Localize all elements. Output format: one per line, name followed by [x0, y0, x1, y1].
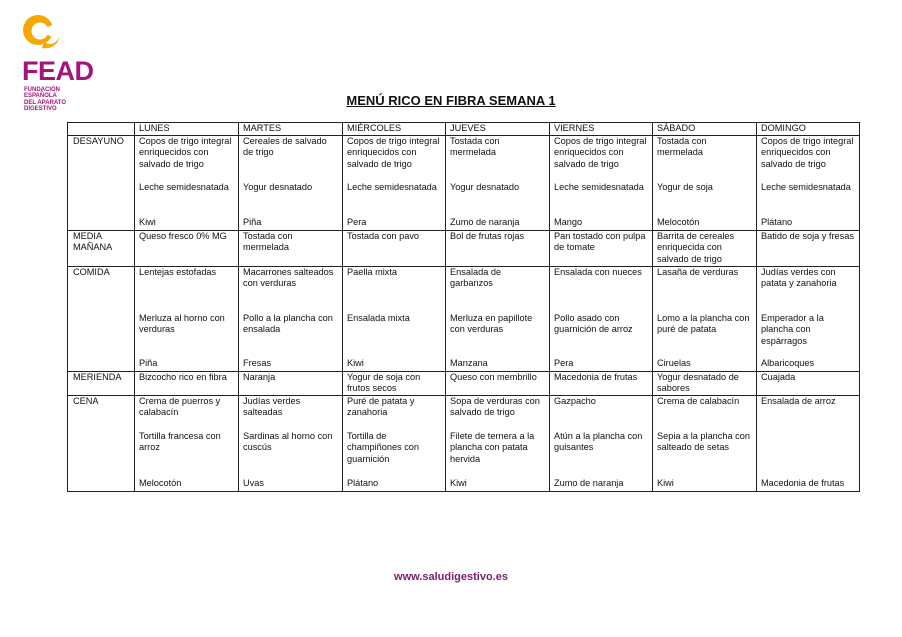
meal-row	[68, 135, 860, 230]
dish-item: Judías verdes con patata y zanahoria	[761, 266, 837, 289]
dish-item: Paella mixta	[347, 266, 398, 277]
dish-item: Pan tostado con pulpa de tomate	[554, 230, 646, 253]
menu-cell	[239, 395, 343, 491]
dish-item: Ciruelas	[657, 358, 691, 368]
corner-cell	[68, 123, 135, 136]
dish-item: Naranja	[243, 371, 276, 382]
dish-item: Plátano	[347, 478, 379, 489]
day-header: MARTES	[239, 123, 343, 136]
menu-cell	[446, 266, 550, 371]
meal-label: MEDIA MAÑANA	[68, 230, 135, 266]
menu-cell	[653, 371, 757, 395]
menu-cell	[757, 395, 860, 491]
menu-cell	[550, 135, 653, 230]
menu-cell	[550, 371, 653, 395]
menu-cell	[653, 395, 757, 491]
meal-row	[68, 395, 860, 491]
dish-item: Bol de frutas rojas	[450, 230, 525, 241]
dish-item: Sepia a la plancha con salteado de setas	[657, 430, 750, 453]
dish-item: Manzana	[450, 358, 488, 368]
dish-item: Ensalada con nueces	[554, 266, 642, 277]
dish-item: Ensalada de garbanzos	[450, 266, 502, 289]
dish-item: Copos de trigo integral enriquecidos con salvado de trigo	[347, 135, 440, 169]
dish-item: Melocotón	[657, 217, 700, 227]
day-header: LUNES	[135, 123, 239, 136]
dish-item: Uvas	[243, 478, 264, 489]
dish-item: Puré de patata y zanahoria	[347, 395, 415, 418]
day-header: DOMINGO	[757, 123, 860, 136]
dish-item: Cereales de salvado de trigo	[243, 135, 327, 158]
menu-cell	[446, 230, 550, 266]
dish-item: Yogur desnatado	[450, 181, 520, 192]
menu-cell	[550, 230, 653, 266]
menu-cell	[135, 395, 239, 491]
menu-table	[67, 122, 860, 492]
menu-cell	[446, 135, 550, 230]
dish-item: Melocotón	[139, 478, 182, 489]
dish-item: Yogur desnatado de sabores	[657, 371, 739, 394]
menu-cell	[239, 230, 343, 266]
dish-item: Yogur desnatado	[243, 181, 313, 192]
dish-item: Tortilla francesa con arroz	[139, 430, 221, 453]
meal-row	[68, 230, 860, 266]
dish-item: Mango	[554, 217, 583, 227]
dish-item: Tostada con mermelada	[657, 135, 707, 158]
dish-item: Kiwi	[347, 358, 364, 368]
day-header: JUEVES	[446, 123, 550, 136]
dish-item: Queso fresco 0% MG	[139, 230, 227, 241]
footer-website: www.saludigestivo.es	[394, 571, 508, 583]
dish-item: Yogur de soja con frutos secos	[347, 371, 421, 394]
dish-item: Sardinas al horno con cuscús	[243, 430, 333, 453]
menu-cell	[757, 371, 860, 395]
dish-item: Zumo de naranja	[554, 478, 624, 489]
menu-cell	[239, 135, 343, 230]
dish-item: Queso con membrillo	[450, 371, 537, 382]
dish-item: Tostada con mermelada	[450, 135, 500, 158]
brand-name: FEAD	[22, 56, 94, 86]
dish-item: Zumo de naranja	[450, 217, 520, 227]
day-header: MIÉRCOLES	[343, 123, 446, 136]
menu-cell	[343, 371, 446, 395]
meal-row	[68, 266, 860, 371]
dish-item: Copos de trigo integral enriquecidos con salvado de trigo	[139, 135, 232, 169]
dish-item: Fresas	[243, 358, 272, 368]
meal-label: COMIDA	[68, 266, 135, 371]
dish-item: Tostada con pavo	[347, 230, 420, 241]
dish-item: Ensalada mixta	[347, 312, 410, 323]
page-title: MENÚ RICO EN FIBRA SEMANA 1	[346, 93, 556, 108]
dish-item: Copos de trigo integral enriquecidos con salvado de trigo	[554, 135, 647, 169]
menu-cell	[343, 230, 446, 266]
dish-item: Piña	[243, 217, 262, 227]
dish-item: Emperador a la plancha con espárragos	[761, 312, 824, 346]
dish-item: Macedonia de frutas	[761, 478, 845, 489]
menu-cell	[135, 371, 239, 395]
dish-item: Kiwi	[139, 217, 156, 227]
dish-item: Copos de trigo integral enriquecidos con salvado de trigo	[761, 135, 854, 169]
dish-item: Crema de calabacín	[657, 395, 740, 406]
dish-item: Leche semidesnatada	[761, 181, 851, 192]
dish-item: Pera	[347, 217, 367, 227]
brand-subtitle: FUNDACIÓN ESPAÑOLA DEL APARATO DIGESTIVO	[24, 87, 67, 112]
dish-item: Yogur de soja	[657, 181, 713, 192]
dish-item: Pera	[554, 358, 574, 368]
menu-cell	[446, 395, 550, 491]
dish-item: Macedonia de frutas	[554, 371, 638, 382]
dish-item: Crema de puerros y calabacín	[139, 395, 221, 418]
dish-item: Merluza al horno con verduras	[139, 312, 225, 335]
dish-item: Lasaña de verduras	[657, 266, 739, 277]
dish-item: Judías verdes salteadas	[243, 395, 301, 418]
dish-item: Sopa de verduras con salvado de trigo	[450, 395, 540, 418]
menu-cell	[135, 135, 239, 230]
menu-cell	[135, 230, 239, 266]
menu-cell	[550, 266, 653, 371]
meal-label: MERIENDA	[68, 371, 135, 395]
dish-item: Ensalada de arroz	[761, 395, 836, 406]
dish-item: Filete de ternera a la plancha con patata hervida	[450, 430, 535, 464]
menu-cell	[757, 266, 860, 371]
dish-item: Macarrones salteados con verduras	[243, 266, 334, 289]
dish-item: Lentejas estofadas	[139, 266, 217, 277]
header-row	[68, 123, 860, 136]
meal-label: DESAYUNO	[68, 135, 135, 230]
dish-item: Plátano	[761, 217, 793, 227]
menu-cell	[343, 395, 446, 491]
dish-item: Merluza en papillote con verduras	[450, 312, 533, 335]
meal-label: CENA	[68, 395, 135, 491]
menu-cell	[653, 135, 757, 230]
menu-cell	[757, 230, 860, 266]
dish-item: Pollo asado con guarnición de arroz	[554, 312, 633, 335]
dish-item: Batido de soja y fresas	[761, 230, 854, 241]
dish-item: Tortilla de champiñones con guarnición	[347, 430, 420, 464]
menu-cell	[653, 266, 757, 371]
menu-cell	[757, 135, 860, 230]
dish-item: Lomo a la plancha con puré de patata	[657, 312, 750, 335]
dish-item: Tostada con mermelada	[243, 230, 293, 253]
dish-item: Gazpacho	[554, 395, 596, 406]
dish-item: Kiwi	[450, 478, 467, 489]
menu-cell	[135, 266, 239, 371]
dish-item: Barrita de cereales enriquecida con salvado de trigo	[657, 230, 735, 264]
dish-item: Kiwi	[657, 478, 674, 489]
day-header: SÁBADO	[653, 123, 757, 136]
dish-item: Piña	[139, 358, 158, 368]
dish-item: Leche semidesnatada	[139, 181, 229, 192]
menu-cell	[239, 266, 343, 371]
dish-item: Leche semidesnatada	[347, 181, 437, 192]
fead-logo-mark-icon	[20, 12, 70, 56]
dish-item: Cuajada	[761, 371, 796, 382]
menu-cell	[653, 230, 757, 266]
menu-cell	[446, 371, 550, 395]
meal-row	[68, 371, 860, 395]
menu-cell	[239, 371, 343, 395]
dish-item: Albaricoques	[761, 358, 815, 368]
day-header: VIERNES	[550, 123, 653, 136]
dish-item: Bizcocho rico en fibra	[139, 371, 227, 382]
dish-item: Leche semidesnatada	[554, 181, 644, 192]
dish-item: Pollo a la plancha con ensalada	[243, 312, 333, 335]
menu-cell	[343, 266, 446, 371]
menu-cell	[343, 135, 446, 230]
dish-item: Atún a la plancha con guisantes	[554, 430, 643, 453]
menu-cell	[550, 395, 653, 491]
